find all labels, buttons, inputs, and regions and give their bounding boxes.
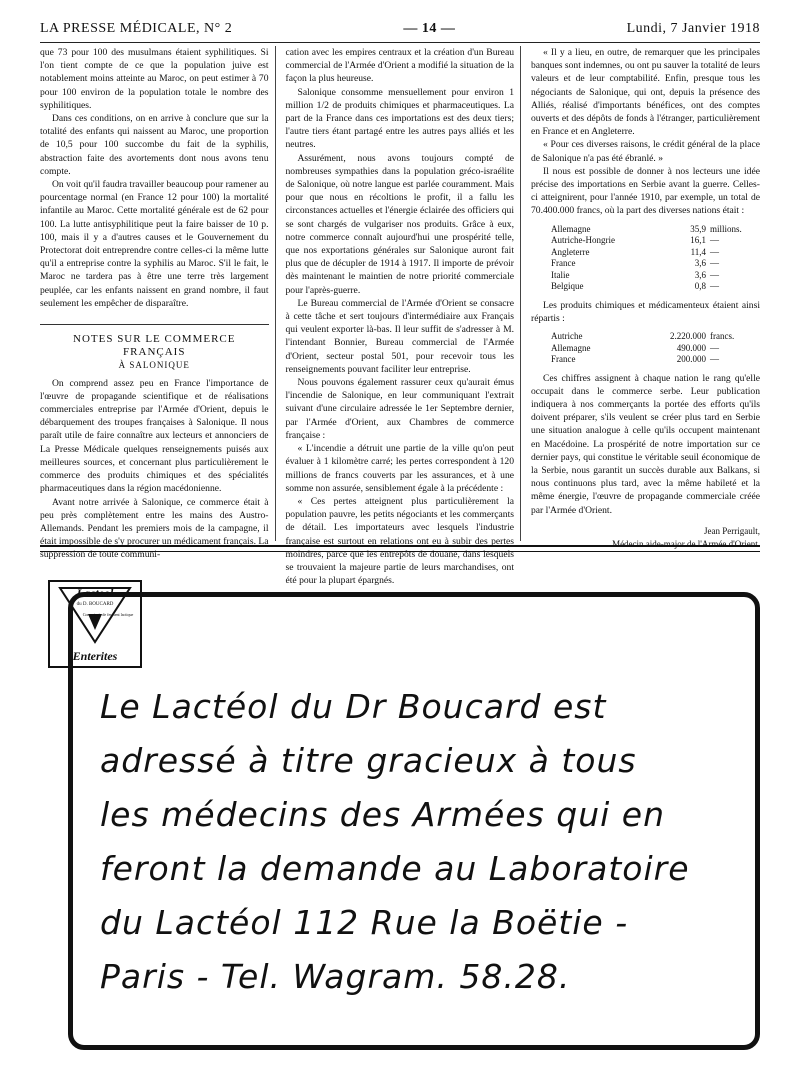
table-cell: — bbox=[710, 258, 719, 269]
table-cell: 11,4 bbox=[690, 246, 706, 257]
handwritten-advertisement bbox=[100, 680, 740, 1004]
paragraph: Les produits chimiques et médicamenteux étaient ainsi répartis : bbox=[531, 299, 760, 324]
ad-line: les médecins des Armées qui en bbox=[100, 795, 666, 834]
table-cell: Allemagne bbox=[551, 342, 591, 353]
paragraph: On comprend assez peu en France l'importance de l'œuvre de propagande scientifique et de réalisations commerciales entreprise par l'Armée d'Orient, depuis le débarquement des troupes françaises à Salonique. Il nous paraît utile de faire connaître aux lecteurs et annonciers de La Presse Médicale quelques renseignements puisés aux meilleures sources, et concernant plus particulièrement le commerce des produits chimiques et des spécialités pharmaceutiques dans la région macédonienne. bbox=[40, 377, 269, 495]
table-cell: 16,1 bbox=[690, 235, 706, 246]
table-cell: — bbox=[710, 269, 719, 280]
journal-title: LA PRESSE MÉDICALE, N° 2 bbox=[40, 21, 233, 36]
logo-subtitle: du D. BOUCARD bbox=[76, 602, 114, 607]
table-row bbox=[551, 235, 760, 247]
paragraph: Il nous est possible de donner à nos lecteurs une idée précise des importations en Serbie avant la guerre. Celles-ci atteignirent, pour l'année 1910, par exemple, un total de 70.400.000 francs, où la part des diverses nations était : bbox=[531, 165, 760, 217]
paragraph: « Il y a lieu, en outre, de remarquer que les principales banques sont indemnes, ou ont pu sauver la totalité de leurs valeurs et de leur comptabilité. Enfin, presque tous les négociants de Salonique, qui ont, depuis la présence des Alliés, réalisé d'importants bénéfices, ont des comptes ouverts et des dépôts de fonds à l'étranger, particulièrement en France et en Angleterre. bbox=[531, 47, 760, 138]
ad-line: feront la demande au Laboratoire bbox=[100, 849, 690, 888]
table-cell: Belgique bbox=[551, 281, 584, 292]
table-cell: France bbox=[551, 258, 576, 269]
column-3 bbox=[531, 46, 760, 549]
table-cell: — bbox=[710, 281, 719, 292]
issue-date: Lundi, 7 Janvier 1918 bbox=[626, 21, 760, 36]
table-cell: Angleterre bbox=[551, 246, 590, 257]
page-header bbox=[40, 18, 760, 40]
paragraph: cation avec les empires centraux et la création d'un Bureau commercial de l'Armée d'Orient a modifié la situation de la façon la plus heureuse. bbox=[285, 47, 514, 85]
page-number: — 14 — bbox=[403, 21, 456, 36]
table-row bbox=[551, 354, 760, 366]
table-cell: Allemagne bbox=[551, 223, 591, 234]
section-divider bbox=[40, 545, 760, 552]
table-row bbox=[551, 281, 760, 293]
paragraph: Avant notre arrivée à Salonique, ce commerce était à peu près complètement entre les mains des Austro-Allemands. Pendant les premiers mois de la campagne, il était impossible de s'y procurer un médicament français. La suppression de toute communi- bbox=[40, 496, 269, 561]
ad-line: adressé à titre gracieux à tous bbox=[100, 741, 637, 780]
paragraph: que 73 pour 100 des musulmans étaient syphilitiques. Si l'on tient compte de ce que la population juive est notablement moins atteinte au Maroc, on peut estimer à 70 pour 100 environ de la population totale le nombre des syphilitiques. bbox=[40, 47, 269, 111]
paragraph: Salonique consomme mensuellement pour environ 1 million 1/2 de produits chimiques et pharmaceutiques. La part de la France dans ces importations est des deux tiers; l'autre tiers étant partagé entre les autres pays alliés et les neutres. bbox=[285, 86, 514, 151]
table-cell: — bbox=[710, 354, 719, 365]
table-cell: Italie bbox=[551, 269, 570, 280]
paragraph: Dans ces conditions, on en arrive à conclure que sur la totalité des enfants qui naissent au Maroc, une proportion de 10,5 pour 100 succombe du fait de la syphilis, abstraction faite des avortements dont nous avons tenu compte. bbox=[40, 113, 269, 177]
paragraph: « L'incendie a détruit une partie de la ville qu'on peut évaluer à 1 kilomètre carré; les pertes correspondent à 120 millions de francs couverts par les assurances, et à une somme non assurée, sensiblement égale à la précédente : bbox=[285, 443, 514, 494]
table-cell: millions. bbox=[710, 223, 742, 234]
section-subtitle: À SALONIQUE bbox=[118, 360, 190, 371]
ad-line: Le Lactéol du Dr Boucard est bbox=[100, 687, 607, 726]
paragraph: « Pour ces diverses raisons, le crédit général de la place de Salonique n'a pas été ébranlé. » bbox=[531, 139, 760, 164]
paragraph: Assurément, nous avons toujours compté de nombreuses sympathies dans la population gréco-israélite de Salonique, où notre langue est parlée couramment. Mais pour que nous en récoltions le profit, il a fallu les circonstances actuelles et l'énergie éclairée des officiers qui se sont chargés de vulgariser nos produits. Grâce à eux, notre commerce connaît aujourd'hui une prospérité telle, que nos exportations générales sur Salonique auront fait plus que de décupler de 1914 à 1917. Il importe de prévoir dès maintenant le maintien de notre priorité commerciale pour l'après-guerre. bbox=[285, 152, 514, 296]
paragraph: « Ces pertes atteignent plus particulièrement la population pauvre, les petits négociants et les commerçants de détail. Les importateurs avec lesquels l'industrie française est surtout en relations ont eu à subir des pertes moindres, parce que les entrepôts de douane, dans lesquels se trouvaient la majeure partie de leurs marchandises, ont été pour la plupart épargnés. bbox=[285, 495, 514, 587]
table-row bbox=[551, 224, 760, 236]
logo-description: Comprimés de ferment lactique bbox=[82, 612, 134, 617]
table-cell: France bbox=[551, 354, 576, 365]
ad-line: du Lactéol 112 Rue la Boëtie - bbox=[100, 903, 629, 942]
table-cell: 35,9 bbox=[690, 223, 706, 234]
section-heading bbox=[40, 324, 269, 373]
paragraph: Nous pouvons également rassurer ceux qu'aurait émus l'incendie de Salonique, en leur communiquant l'extrait suivant d'une circulaire adressée le 1er Septembre dernier, par l'Armée d'Orient, aux Chambres de commerce française : bbox=[285, 377, 514, 441]
lacteol-logo bbox=[48, 580, 142, 668]
table-row bbox=[551, 247, 760, 259]
author-title: Médecin aide-major de l'Armée d'Orient. bbox=[612, 538, 760, 549]
table-row bbox=[551, 270, 760, 282]
chemicals-table bbox=[551, 331, 760, 366]
author-name: Jean Perrigault, bbox=[704, 525, 760, 536]
table-row bbox=[551, 331, 760, 343]
table-cell: — bbox=[710, 342, 719, 353]
table-cell: 3,6 bbox=[694, 258, 706, 269]
table-cell: 2.220.000 bbox=[670, 331, 706, 342]
column-2 bbox=[285, 46, 522, 587]
section-title: NOTES SUR LE COMMERCE FRANÇAIS bbox=[73, 333, 236, 359]
paragraph: Ces chiffres assignent à chaque nation le rang qu'elle occupait dans le commerce serbe. Leur publication indiquera à nos commerçants la portée des efforts qu'ils doivent préparer, s'ils veulent se créer plus tard en Serbie une situation analogue à celle qu'ils occupent maintenant en Macédoine. La prospérité de notre importation sur ce dernier pays, qui constitue le véritable seuil économique de la Serbie, nous garantit un succès durable aux Balkans, si nous continuons plus tard, avec la même habileté et la même énergie, l'œuvre de propagande commerciale créée par l'Armée d'Orient. bbox=[531, 372, 760, 516]
column-1 bbox=[40, 46, 276, 561]
paragraph: On voit qu'il faudra travailler beaucoup pour ramener au pourcentage normal (en France 12 pour 100) la mortalité infantile au Maroc. Cette mortalité générale est de 62 pour 100. La lutte antisyphilitique peut la faire baisser de 10 p. 100, mais il y a d'autres causes et le Gouvernement du Protectorat doit entreprendre contre celles-ci la même lutte qu'il a entreprise contre la syphilis au Maroc. S'il le fait, le Maroc ne tardera pas à être une terre très largement peuplée, car les enfants naissent en grand nombre, il faut seulement les empêcher de disparaître. bbox=[40, 179, 269, 309]
table-cell: — bbox=[710, 246, 719, 257]
logo-brand: Lacteol bbox=[76, 586, 114, 600]
table-row bbox=[551, 343, 760, 355]
imports-table bbox=[551, 224, 760, 293]
table-cell: 3,6 bbox=[694, 269, 706, 280]
table-cell: Autriche bbox=[551, 331, 583, 342]
table-row bbox=[551, 258, 760, 270]
logo-footer: Enterites bbox=[72, 649, 118, 663]
paragraph: Le Bureau commercial de l'Armée d'Orient se consacre à cette tâche et sert toujours d'intermédiaire aux Français qui veulent exporter là-bas. Il leur suffit de s'adresser à M. l'intendant Bonnier, Bureau commercial de l'Armée d'Orient, secteur postal 501, pour recevoir tous les renseignements pouvant faciliter leur entreprise. bbox=[285, 297, 514, 375]
table-cell: 0,8 bbox=[694, 281, 706, 292]
table-cell: Autriche-Hongrie bbox=[551, 235, 615, 246]
table-cell: 200.000 bbox=[676, 354, 706, 365]
table-cell: — bbox=[710, 235, 719, 246]
table-cell: 490.000 bbox=[676, 342, 706, 353]
article-columns bbox=[40, 46, 760, 587]
ad-line: Paris - Tel. Wagram. 58.28. bbox=[100, 957, 571, 996]
table-cell: francs. bbox=[710, 331, 735, 342]
header-rule bbox=[40, 42, 760, 43]
